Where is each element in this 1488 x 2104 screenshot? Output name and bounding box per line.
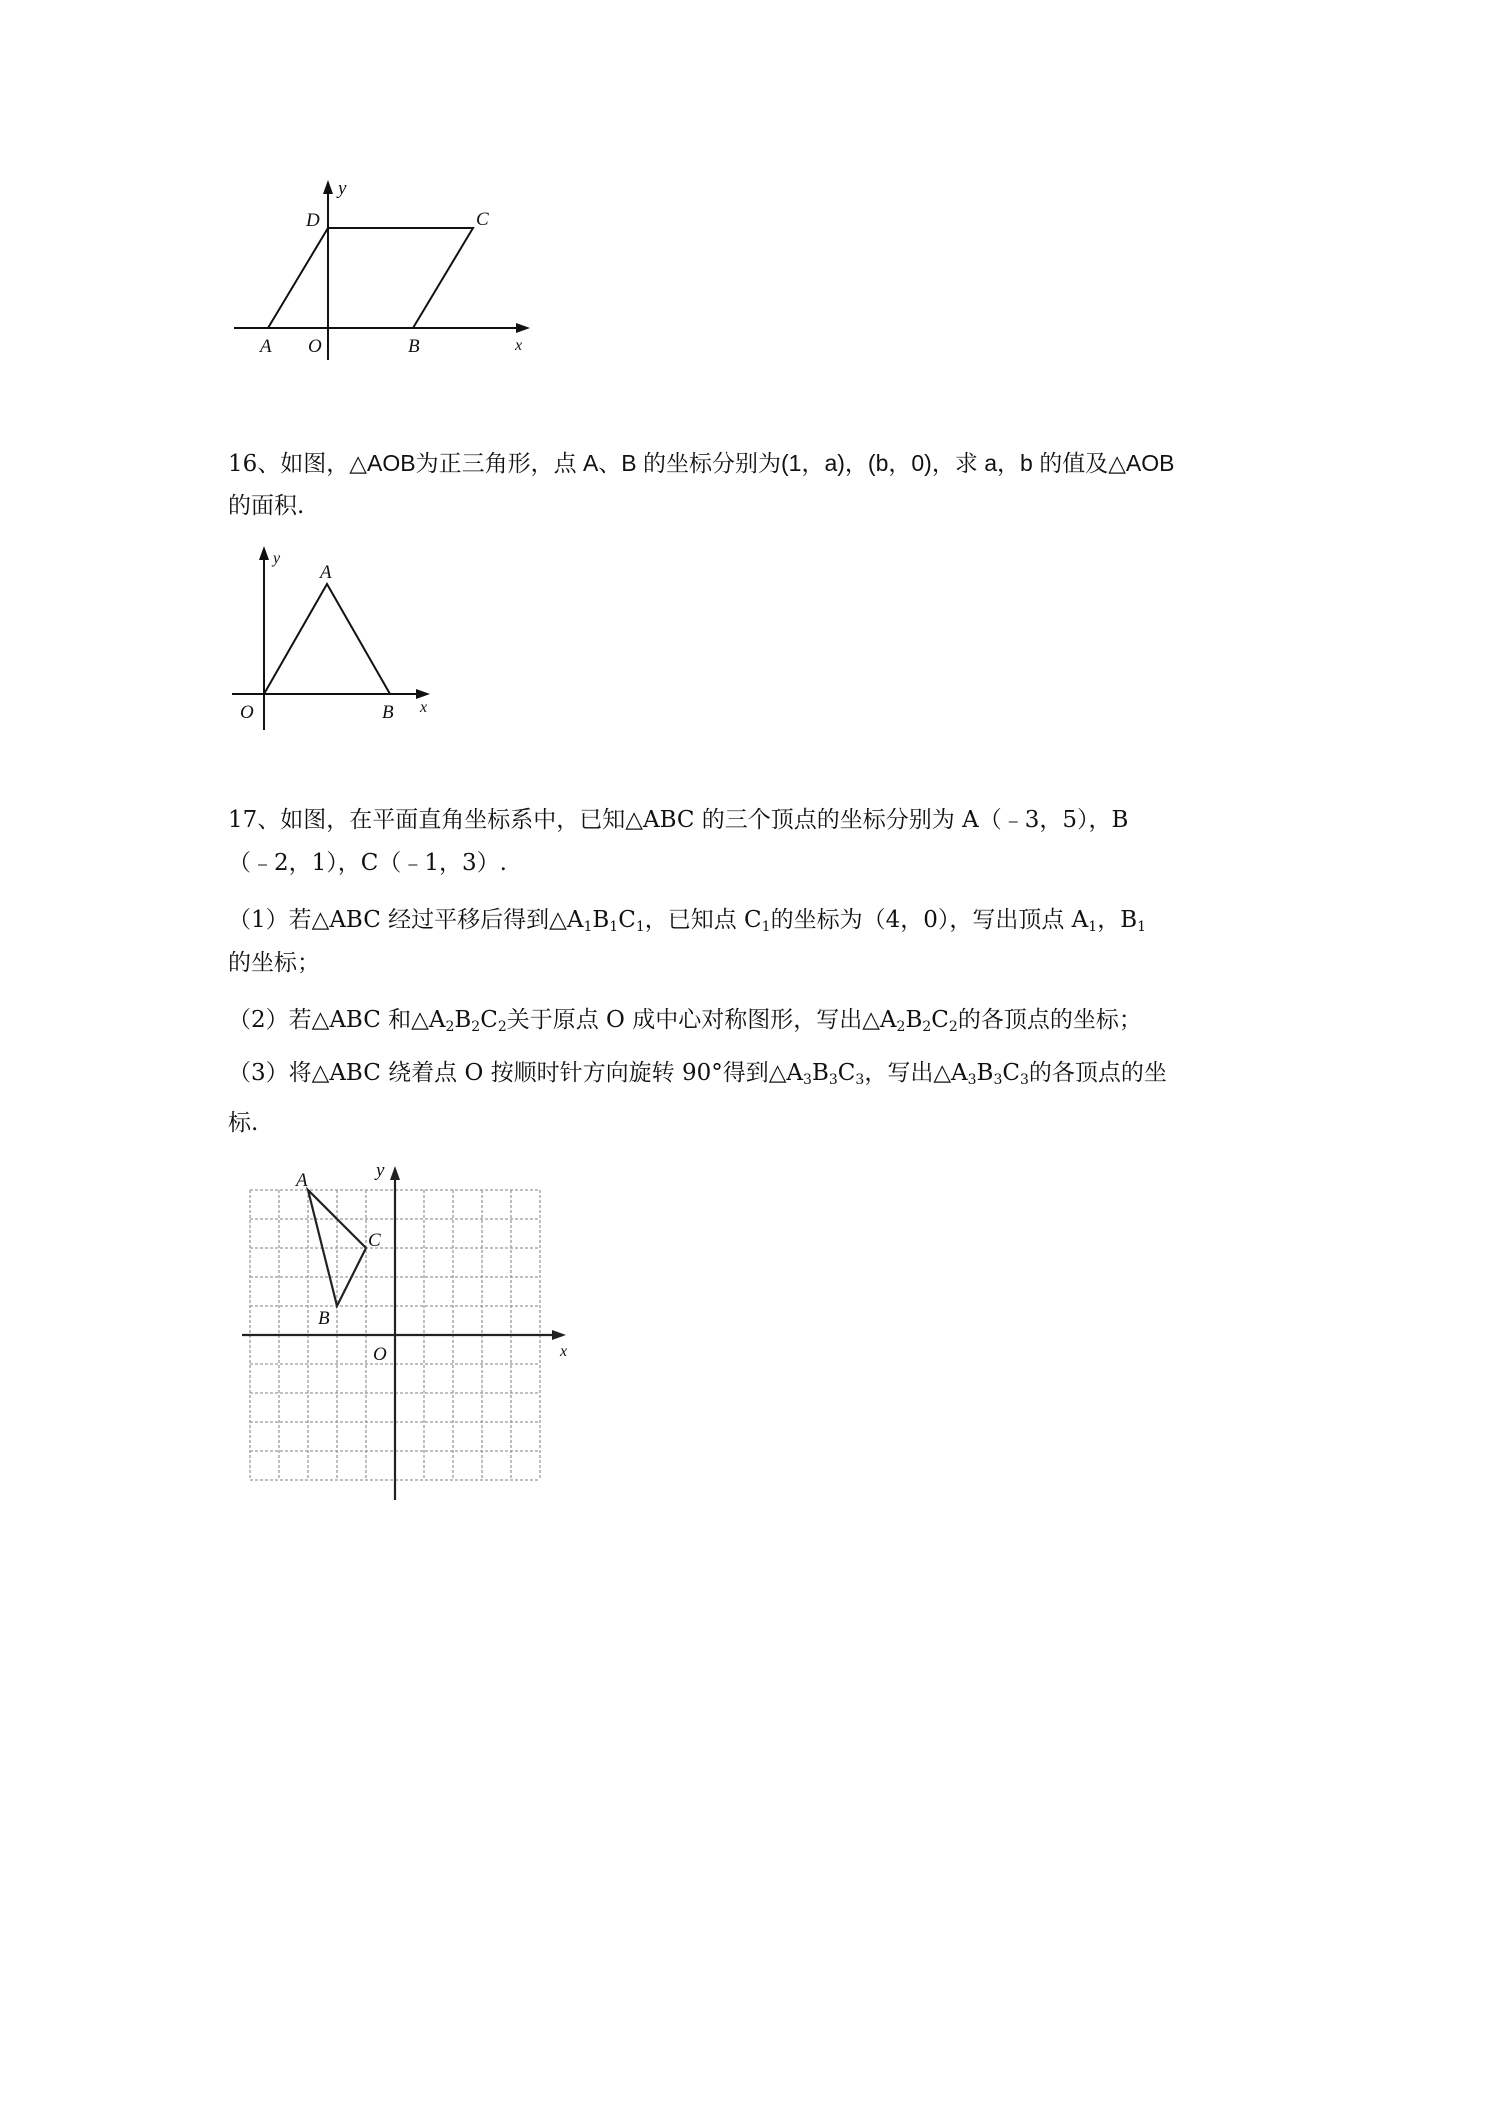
label-A: A: [296, 1170, 308, 1191]
parallelogram-svg: [230, 170, 550, 370]
question-17-part-2: [228, 1004, 1142, 1036]
triangle-svg: [230, 540, 450, 740]
q16-text-aob: AOB: [366, 450, 416, 476]
label-C: C: [368, 1230, 381, 1251]
label-y: y: [273, 550, 281, 567]
label-O: O: [308, 336, 322, 357]
q17-p2-a: （2）若△ABC 和△A: [228, 1007, 446, 1033]
q17-p3-c: C: [837, 1060, 856, 1086]
y-axis-arrow: [390, 1166, 400, 1180]
label-A: A: [320, 562, 332, 583]
question-16-number: 16、: [228, 451, 281, 477]
y-axis-arrow: [259, 546, 269, 560]
label-x: x: [560, 1343, 568, 1360]
q16-text-a: 如图，△: [280, 451, 367, 477]
sub: 1: [1088, 919, 1098, 935]
x-axis-arrow: [516, 323, 530, 333]
parallelogram-figure: [230, 170, 550, 370]
label-B: B: [318, 1308, 330, 1329]
question-16-line-1: [228, 447, 1174, 480]
sub: 1: [583, 919, 593, 935]
question-17-line-1: 17、如图，在平面直角坐标系中，已知△ABC 的三个顶点的坐标分别为 A（﹣3，5），B: [228, 807, 1129, 833]
q17-p1-b: B: [592, 907, 610, 933]
q17-p3-e: B: [976, 1060, 994, 1086]
sub: 1: [1137, 919, 1147, 935]
q17-p2-b: B: [454, 1007, 472, 1033]
x-axis-arrow: [552, 1330, 566, 1340]
y-axis-arrow: [323, 180, 333, 194]
x-axis-arrow: [416, 689, 430, 699]
sub: 3: [993, 1072, 1003, 1088]
label-O: O: [373, 1344, 387, 1365]
label-x: x: [515, 337, 523, 354]
label-y: y: [376, 1160, 385, 1181]
question-17-part-1-line-2: 的坐标；: [228, 950, 320, 976]
q17-p3-f: C: [1002, 1060, 1020, 1086]
label-x: x: [420, 699, 428, 716]
sub: 3: [1019, 1072, 1029, 1088]
sub: 2: [471, 1019, 481, 1035]
q17-p1-d: ，已知点 C: [644, 907, 762, 933]
q16-text-coords: A、B 的坐标分别为(1，a)，(b，0)，求 a，b 的值及△AOB: [576, 450, 1175, 476]
sub: 1: [609, 919, 619, 935]
sub: 3: [828, 1072, 838, 1088]
q17-p2-g: 的各顶点的坐标；: [957, 1007, 1142, 1033]
triangle-shape: [264, 584, 390, 694]
question-17-line-2: （﹣2，1），C（﹣1，3）.: [228, 850, 507, 876]
sub: 3: [855, 1072, 865, 1088]
sub: 2: [896, 1019, 906, 1035]
sub: 1: [635, 919, 645, 935]
sub: 2: [445, 1019, 455, 1035]
question-16-line-2: 的面积.: [228, 493, 305, 519]
label-C: C: [476, 209, 489, 230]
label-A: A: [260, 336, 272, 357]
sub: 2: [922, 1019, 932, 1035]
sub: 2: [497, 1019, 507, 1035]
q17-p1-a: （1）若△ABC 经过平移后得到△A: [228, 907, 584, 933]
q17-p1-f: ，B: [1097, 907, 1138, 933]
q17-p2-d: 关于原点 O 成中心对称图形，写出△A: [506, 1007, 897, 1033]
q17-p3-b: B: [811, 1060, 829, 1086]
q17-p1-e: 的坐标为（4，0），写出顶点 A: [770, 907, 1089, 933]
q17-p3-d: ，写出△A: [864, 1060, 968, 1086]
q17-p2-c: C: [480, 1007, 498, 1033]
label-B: B: [382, 702, 394, 723]
q17-p2-f: C: [931, 1007, 949, 1033]
question-17-part-1-line-1: [228, 904, 1146, 936]
q17-p2-e: B: [905, 1007, 923, 1033]
triangle-figure: [230, 540, 450, 740]
sub: 1: [761, 919, 771, 935]
parallelogram-shape: [268, 228, 473, 328]
sub: 3: [967, 1072, 977, 1088]
q17-p3-a: （3）将△ABC 绕着点 O 按顺时针方向旋转 90°得到△A: [228, 1060, 804, 1086]
q17-p1-c: C: [618, 907, 636, 933]
label-y: y: [338, 178, 347, 199]
label-B: B: [408, 336, 420, 357]
question-17-part-3-line-2: 标.: [228, 1110, 259, 1136]
question-17-part-3-line-1: [228, 1057, 1167, 1089]
q16-text-mid: 为正三角形，点: [415, 451, 577, 477]
sub: 3: [803, 1072, 812, 1088]
grid-svg: [238, 1160, 588, 1510]
sub: 2: [948, 1019, 958, 1035]
label-O: O: [240, 702, 254, 723]
label-D: D: [306, 210, 320, 231]
q17-p3-g: 的各顶点的坐: [1028, 1060, 1167, 1086]
grid-figure: [238, 1160, 588, 1510]
